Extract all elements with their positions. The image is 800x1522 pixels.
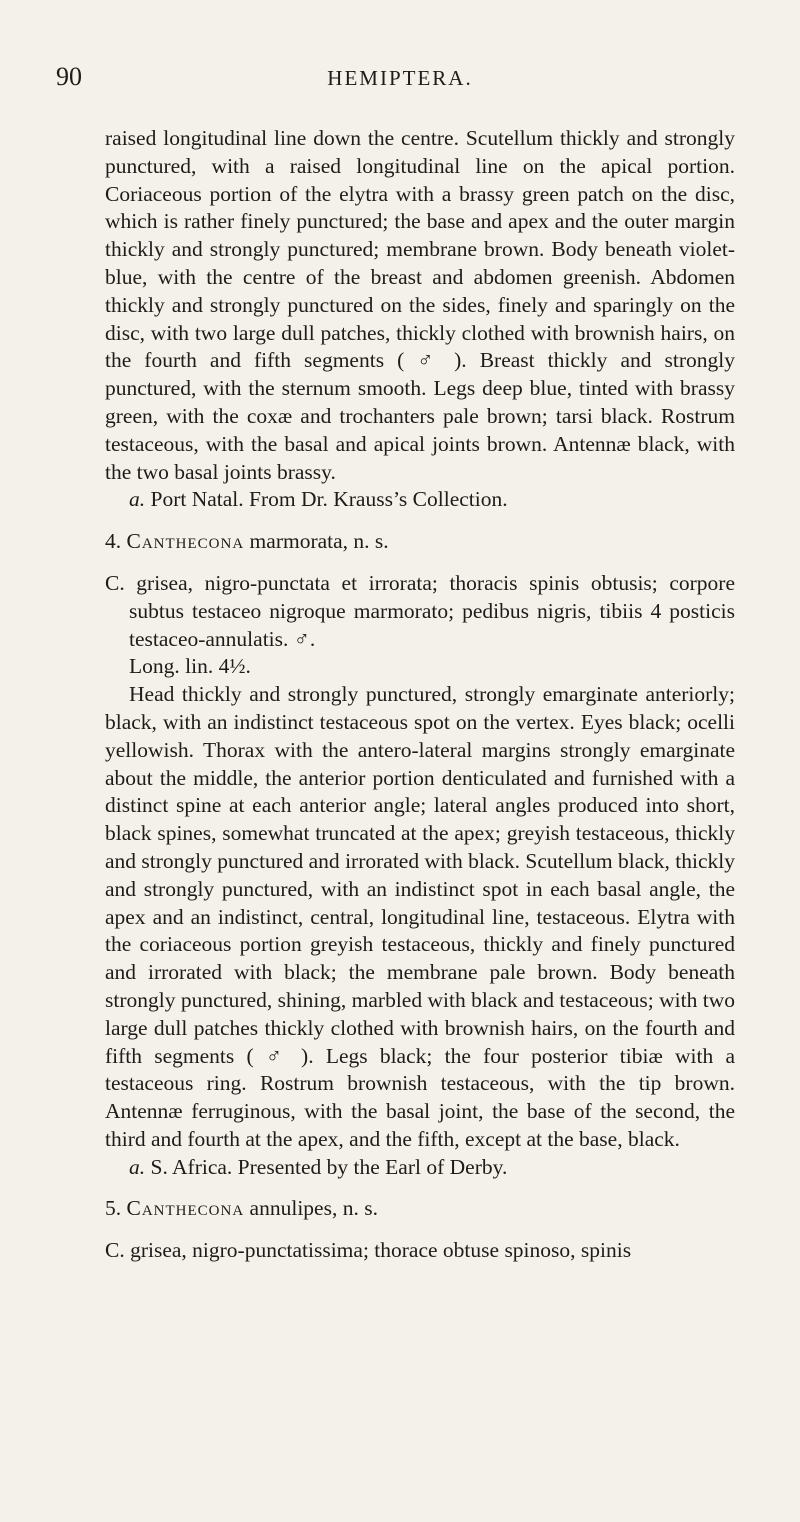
locality-line [105,486,735,514]
locality-letter: a. [129,1154,146,1179]
locality-text: Port Natal. From Dr. Krauss’s Collection. [150,487,508,512]
page-header [56,62,744,102]
species-heading [105,1195,735,1223]
species-name: annulipes, n. s. [249,1196,378,1221]
species-number: 4. [105,529,122,554]
latin-diagnosis: C. grisea, nigro-punctata et irrorata; thoracis spinis obtusis; corpore subtus testaceo nigroque marmorato; pedibus nigris, tibiis 4 posticis testaceo-annulatis. ♂. [105,570,735,651]
species-number: 5. [105,1196,122,1221]
continued-description: raised longitudinal line down the centre. Scutellum thickly and strongly punctured, with a raised longitudinal line on the apical portion. Coriaceous portion of the elytra with a brassy green patch on the disc, which is rather finely punctured; the base and apex and the outer margin thickly and strongly punctured; membrane brown. Body beneath violet-blue, with the centre of the breast and abdomen greenish. Abdomen thickly and strongly punctured on the sides, finely and sparingly on the disc, with two large dull patches, thickly clothed with brownish hairs, on the fourth and fifth segments ( ♂ ). Breast thickly and strongly punctured, with the sternum smooth. Legs deep blue, tinted with brassy green, with the coxæ and trochanters pale brown; tarsi black. Rostrum testaceous, with the basal and apical joints brown. Antennæ black, with the two basal joints brassy. [105,126,735,484]
length-line: Long. lin. 4½. [129,654,251,679]
genus-name: Canthecona [126,1196,245,1221]
locality-letter: a. [129,487,146,512]
locality-text: S. Africa. Presented by the Earl of Derby. [150,1154,508,1179]
genus-name: Canthecona [126,529,245,554]
locality-line [105,1154,735,1182]
page-body [105,125,735,1265]
running-head: HEMIPTERA. [327,66,473,90]
page-number: 90 [56,62,82,91]
species-heading [105,528,735,556]
species-name: marmorata, n. s. [249,529,389,554]
species-description: Head thickly and strongly punctured, strongly emarginate anteriorly; black, with an indistinct testaceous spot on the vertex. Eyes black; ocelli yellowish. Thorax with the antero-lateral margins strongly emarginate about the middle, the anterior portion denticulated and furnished with a distinct spine at each anterior angle; lateral angles produced into short, black spines, somewhat truncated at the apex; greyish testaceous, thickly and strongly punctured and irrorated with black. Scutellum black, thickly and strongly punctured, with an indistinct spot in each basal angle, the apex and an indistinct, central, longitudinal line, testaceous. Elytra with the coriaceous portion greyish testaceous, thickly and finely punctured and irrorated with black; the membrane pale brown. Body beneath strongly punctured, shining, marbled with black and testaceous; with two large dull patches thickly clothed with brownish hairs, on the fourth and fifth segments ( ♂ ). Legs black; the four posterior tibiæ with a testaceous ring. Rostrum brownish testaceous, with the tip brown. Antennæ ferruginous, with the basal joint, the base of the second, the third and fourth at the apex, and the fifth, except at the base, black. [105,682,735,1151]
latin-diagnosis: C. grisea, nigro-punctatissima; thorace obtuse spinoso, spinis [105,1238,632,1263]
